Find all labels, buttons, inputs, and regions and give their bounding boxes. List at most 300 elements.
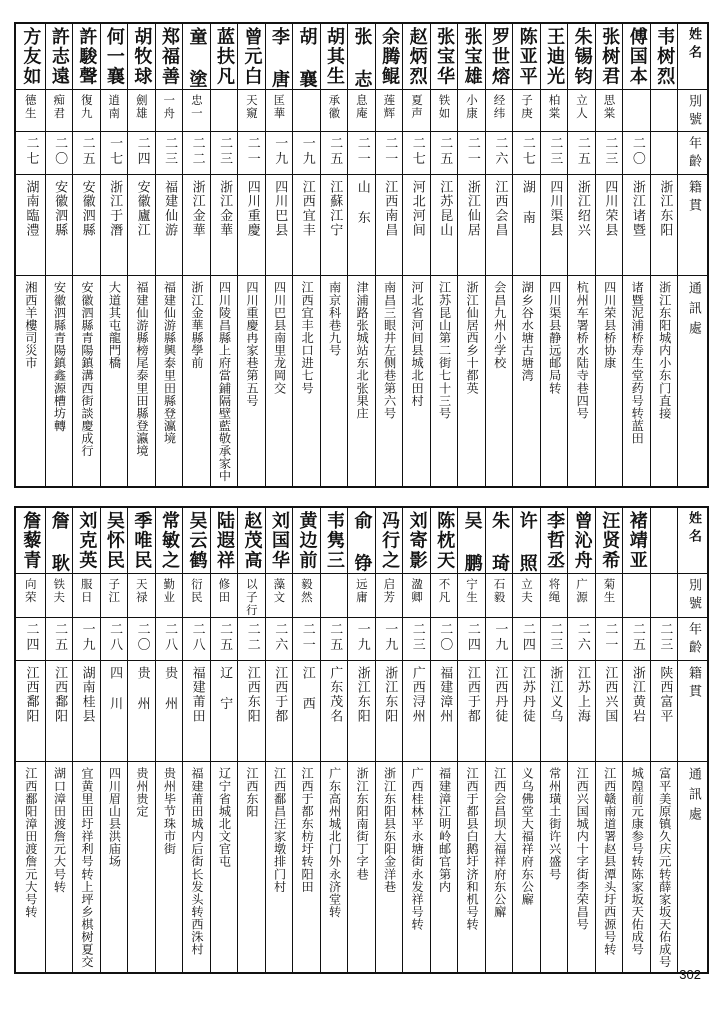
cell-age-6	[183, 131, 211, 174]
cell-alias-1	[45, 574, 73, 618]
age-text: 二三	[547, 621, 563, 653]
cell-alias-17	[485, 90, 513, 131]
native-text: 江西兴国	[602, 665, 618, 724]
table-row-address	[16, 761, 708, 972]
native-text: 浙江诸暨	[629, 179, 645, 238]
alias-text: 匡華	[272, 94, 287, 121]
cell-address-18	[513, 275, 541, 486]
cell-age-9	[265, 617, 293, 660]
cell-alias-10	[293, 574, 321, 618]
cell-alias-8	[238, 574, 266, 618]
age-text: 二三	[602, 135, 618, 167]
cell-native-7	[210, 660, 238, 761]
cell-name-14	[403, 24, 431, 90]
address-text: 福建漳江明岭邮官第内	[437, 766, 452, 893]
address-text: 江西鄱昌汪家墩排门村	[272, 766, 287, 893]
age-text: 二三	[409, 621, 425, 653]
cell-native-18	[513, 660, 541, 761]
header-label: 籍貫	[685, 179, 701, 217]
cell-address-23	[650, 761, 678, 972]
address-text: 河北省河间县城北田村	[410, 280, 425, 407]
age-text: 二六	[574, 621, 590, 653]
cell-native-19	[540, 660, 568, 761]
name-text: 童 塗	[186, 27, 208, 90]
cell-alias-20	[568, 574, 596, 618]
address-text: 城隍前元康参号转陈家坂天佑成号	[630, 766, 645, 956]
address-text: 广东高州城北门外永济堂转	[327, 766, 342, 918]
address-text: 江西兴国城内十字街李荣昌号	[575, 766, 590, 931]
cell-native-2	[73, 174, 101, 275]
cell-alias-2	[73, 90, 101, 131]
cell-age-19	[540, 131, 568, 174]
address-text: 江西赣南道署赵县潭头圩西源号转	[602, 766, 617, 956]
name-text: 赵茂高	[241, 510, 263, 571]
cell-age-18	[513, 131, 541, 174]
cell-name-11	[320, 24, 348, 90]
cell-address-3	[100, 761, 128, 972]
cell-age-19	[540, 617, 568, 660]
cell-alias-3	[100, 574, 128, 618]
age-text: 二四	[464, 621, 480, 653]
cell-alias-19	[540, 90, 568, 131]
header-label: 通訊處	[685, 766, 701, 828]
cell-age-12	[348, 131, 376, 174]
name-text: 吴怀民	[103, 510, 125, 571]
page-number: 302	[679, 967, 701, 982]
cell-alias-12	[348, 574, 376, 618]
cell-address-6	[183, 275, 211, 486]
cell-alias-4	[128, 574, 156, 618]
alias-text: 立夫	[520, 578, 534, 604]
cell-native-7	[210, 174, 238, 275]
name-text: 許駿聲	[76, 27, 98, 87]
native-text: 安徽泗縣	[79, 179, 95, 238]
table-row-age	[16, 617, 708, 660]
cell-address-4	[128, 761, 156, 972]
age-text: 二八	[162, 621, 178, 653]
age-text: 二三	[217, 135, 233, 167]
cell-address-3	[100, 275, 128, 486]
age-text: 二一	[382, 135, 398, 167]
alias-text: 衍民	[189, 578, 204, 604]
cell-address-5	[155, 275, 183, 486]
address-text: 浙江仙居西乡十都英	[465, 280, 480, 394]
header-alias	[678, 90, 708, 131]
address-text: 江西于都东枋圩转阳田	[300, 766, 315, 893]
cell-native-18	[513, 174, 541, 275]
age-text: 二〇	[134, 621, 150, 653]
cell-native-20	[568, 660, 596, 761]
alias-text: 復九	[79, 94, 94, 121]
age-text: 二四	[23, 621, 39, 653]
cell-age-17	[485, 131, 513, 174]
cell-age-0	[16, 131, 46, 174]
cell-native-13	[375, 660, 403, 761]
cell-native-21	[595, 660, 623, 761]
cell-name-9	[265, 24, 293, 90]
age-text: 二四	[519, 621, 535, 653]
name-text: 朱 琦	[489, 510, 511, 574]
cell-native-10	[293, 174, 321, 275]
cell-alias-18	[513, 574, 541, 618]
cell-age-13	[375, 131, 403, 174]
address-text: 福建仙游縣榜尾泰里田縣登瀛境	[134, 280, 149, 457]
address-text: 四川眉山县洪庙场	[107, 766, 122, 868]
cell-age-8	[238, 131, 266, 174]
name-text: 张 志	[351, 27, 373, 90]
cell-age-5	[155, 617, 183, 660]
alias-text: 广源	[575, 578, 590, 604]
cell-name-2	[73, 24, 101, 90]
age-text: 二二	[189, 135, 205, 167]
header-label: 年齡	[685, 135, 701, 173]
name-text: 汪贤希	[599, 510, 621, 571]
header-label: 通訊處	[685, 280, 701, 342]
cell-alias-20	[568, 90, 596, 131]
native-text: 湖南臨澧	[23, 179, 39, 238]
address-text: 四川重慶冉家巷第五号	[245, 280, 260, 407]
native-text: 江西南昌	[382, 179, 398, 238]
cell-age-12	[348, 617, 376, 660]
cell-native-9	[265, 660, 293, 761]
native-text: 安徽廬江	[134, 179, 150, 238]
cell-age-3	[100, 131, 128, 174]
age-text: 一九	[79, 621, 95, 653]
cell-name-0	[16, 24, 46, 90]
native-text: 江蘇江宁	[327, 179, 343, 238]
address-text: 四川陵昌縣上府當鋪隔壁藍敬承家中	[217, 280, 232, 482]
cell-native-23	[650, 660, 678, 761]
address-text: 江西宜丰北口进七号	[300, 280, 315, 394]
alias-text: 不凡	[437, 578, 452, 604]
cell-address-12	[348, 275, 376, 486]
alias-text: 以子行	[244, 578, 259, 617]
name-text: 曾元白	[241, 27, 263, 87]
cell-alias-4	[128, 90, 156, 131]
cell-name-5	[155, 507, 183, 573]
name-text: 韦树烈	[654, 27, 676, 87]
cell-age-18	[513, 617, 541, 660]
age-text: 二五	[574, 135, 590, 167]
alias-text: 劍雄	[134, 94, 149, 121]
native-text: 四川巴县	[272, 179, 288, 238]
cell-address-13	[375, 761, 403, 972]
age-text: 一七	[107, 135, 123, 167]
cell-name-2	[73, 507, 101, 573]
native-text: 四川重慶	[244, 179, 260, 238]
cell-native-19	[540, 174, 568, 275]
alias-text: 藻文	[272, 578, 287, 604]
header-native	[678, 660, 708, 761]
address-text: 福建莆田城内后街长发头转西洙村	[190, 766, 204, 956]
cell-alias-16	[458, 90, 486, 131]
address-text: 杭州车署桥水陆寺巷四号	[575, 280, 590, 420]
cell-address-10	[293, 761, 321, 972]
name-text: 蓝扶凡	[213, 27, 235, 87]
native-text: 四 川	[107, 665, 123, 711]
cell-alias-15	[430, 90, 458, 131]
cell-native-3	[100, 660, 128, 761]
alias-text: 立人	[575, 94, 590, 121]
address-text: 诸暨泥浦桥寿生堂药号转蓝田	[630, 280, 645, 445]
cell-name-22	[623, 507, 651, 573]
cell-age-22	[623, 131, 651, 174]
cell-alias-15	[430, 574, 458, 618]
cell-name-17	[485, 24, 513, 90]
cell-native-5	[155, 660, 183, 761]
address-text: 大道其屯龍門橋	[107, 280, 122, 369]
native-text: 江西鄱阳	[23, 665, 39, 724]
native-text: 福建仙游	[162, 179, 178, 238]
cell-alias-8	[238, 90, 266, 131]
name-text: 赵炳烈	[406, 27, 428, 87]
alias-text: 服日	[79, 578, 94, 604]
native-text: 浙江金華	[189, 179, 205, 238]
alias-text: 天窺	[244, 94, 259, 121]
cell-name-13	[375, 24, 403, 90]
cell-age-1	[45, 617, 73, 660]
address-text: 四川荣县桥协康	[602, 280, 617, 369]
cell-native-0	[16, 174, 46, 275]
cell-alias-1	[45, 90, 73, 131]
native-text: 江西东阳	[244, 665, 260, 724]
cell-alias-21	[595, 574, 623, 618]
cell-native-8	[238, 174, 266, 275]
address-text: 常州璜土街许兴盛号	[547, 766, 562, 880]
cell-alias-10	[293, 90, 321, 131]
address-text: 浙江金華縣學前	[190, 280, 204, 369]
cell-address-1	[45, 761, 73, 972]
age-text: 二四	[134, 135, 150, 167]
name-text: 俞 铮	[351, 510, 373, 574]
cell-name-8	[238, 507, 266, 573]
age-text: 一九	[382, 621, 398, 653]
age-text: 二五	[217, 621, 233, 653]
cell-address-22	[623, 275, 651, 486]
address-text: 江西于都县白鹅圩济和机号转	[465, 766, 480, 931]
name-text: 方友如	[20, 27, 42, 87]
cell-address-18	[513, 761, 541, 972]
cell-address-2	[73, 275, 101, 486]
native-text: 江西会昌	[492, 179, 508, 238]
address-text: 江苏昆山第二街七十三号	[437, 280, 452, 420]
cell-name-4	[128, 24, 156, 90]
cell-age-16	[458, 617, 486, 660]
header-label: 別號	[685, 578, 701, 615]
cell-alias-0	[16, 574, 46, 618]
alias-text: 思棠	[602, 94, 617, 121]
table-row-alias	[16, 90, 708, 131]
name-text: 陈枕天	[434, 510, 456, 571]
cell-native-13	[375, 174, 403, 275]
alias-text: 逍南	[107, 94, 122, 121]
native-text: 浙江仙居	[464, 179, 480, 238]
header-label: 姓名	[685, 510, 701, 548]
native-text: 江苏丹徒	[519, 665, 535, 724]
native-text: 江西丹徒	[492, 665, 508, 724]
cell-name-19	[540, 24, 568, 90]
header-address	[678, 275, 708, 486]
name-text: 何一襄	[103, 27, 125, 87]
alias-text: 启芳	[382, 578, 397, 604]
cell-address-19	[540, 761, 568, 972]
native-text: 安徽泗縣	[52, 179, 68, 238]
address-text: 浙江东阳南街丁字巷	[355, 766, 370, 880]
header-label: 籍貫	[685, 665, 701, 703]
native-text: 浙江于潛	[107, 179, 123, 238]
age-text: 二七	[409, 135, 425, 167]
cell-address-21	[595, 761, 623, 972]
cell-name-21	[595, 24, 623, 90]
alias-text: 莲辉	[382, 94, 397, 121]
name-text: 胡 襄	[296, 27, 318, 90]
age-text: 二五	[327, 621, 343, 653]
native-text: 福建莆田	[189, 665, 205, 724]
alias-text: 铁夫	[52, 578, 67, 604]
age-text: 二一	[354, 135, 370, 167]
name-text: 张宝华	[434, 27, 456, 87]
cell-native-12	[348, 660, 376, 761]
native-text: 贵 州	[162, 665, 178, 711]
cell-age-22	[623, 617, 651, 660]
alias-text: 忠一	[189, 94, 204, 121]
cell-native-14	[403, 660, 431, 761]
cell-native-2	[73, 660, 101, 761]
name-text: 曾沁舟	[571, 510, 593, 571]
cell-alias-23	[650, 90, 678, 131]
cell-name-4	[128, 507, 156, 573]
table-row-name	[16, 507, 708, 573]
name-text: 詹藜青	[20, 510, 42, 571]
native-text: 河北河间	[409, 179, 425, 238]
cell-alias-23	[650, 574, 678, 618]
cell-alias-0	[16, 90, 46, 131]
alias-text: 柏棠	[547, 94, 562, 121]
cell-name-20	[568, 24, 596, 90]
cell-alias-22	[623, 574, 651, 618]
cell-age-1	[45, 131, 73, 174]
cell-address-16	[458, 275, 486, 486]
cell-name-20	[568, 507, 596, 573]
native-text: 江西鄱阳	[52, 665, 68, 724]
native-text: 浙江黄岩	[629, 665, 645, 724]
address-text: 义乌佛堂大福祥府东公廨	[520, 766, 535, 906]
cell-name-6	[183, 507, 211, 573]
age-text: 二五	[52, 621, 68, 653]
cell-address-17	[485, 275, 513, 486]
cell-alias-13	[375, 574, 403, 618]
cell-native-23	[650, 174, 678, 275]
cell-address-14	[403, 761, 431, 972]
cell-alias-21	[595, 90, 623, 131]
cell-address-10	[293, 275, 321, 486]
cell-age-10	[293, 617, 321, 660]
cell-alias-2	[73, 574, 101, 618]
cell-alias-7	[210, 90, 238, 131]
address-text: 安徽泗縣青陽鎮溝西街談慶成行	[79, 280, 94, 457]
cell-name-0	[16, 507, 46, 573]
native-text: 浙江东阳	[657, 179, 673, 238]
alias-text: 一舟	[162, 94, 177, 121]
native-text: 浙江绍兴	[574, 179, 590, 238]
cell-alias-14	[403, 574, 431, 618]
cell-alias-22	[623, 90, 651, 131]
name-text: 余腾鲲	[379, 27, 401, 87]
roster-table-upper	[15, 23, 708, 487]
cell-name-1	[45, 24, 73, 90]
name-text: 許志遠	[48, 27, 70, 87]
alias-text: 夏声	[409, 94, 424, 121]
cell-age-23	[650, 617, 678, 660]
cell-age-10	[293, 131, 321, 174]
native-text: 山 东	[354, 179, 370, 225]
age-text: 二〇	[629, 135, 645, 167]
roster-table-lower	[15, 507, 708, 973]
cell-name-10	[293, 507, 321, 573]
age-text: 二〇	[52, 135, 68, 167]
native-text: 浙江东阳	[382, 665, 398, 724]
table-gap	[14, 488, 709, 506]
cell-name-1	[45, 507, 73, 573]
cell-name-9	[265, 507, 293, 573]
cell-name-16	[458, 24, 486, 90]
native-text: 陕西富平	[657, 665, 673, 724]
age-text: 一九	[492, 621, 508, 653]
cell-address-1	[45, 275, 73, 486]
native-text: 浙江义乌	[547, 665, 563, 724]
cell-address-11	[320, 275, 348, 486]
alias-text: 勤业	[162, 578, 177, 604]
alias-text: 石毅	[492, 578, 507, 604]
cell-address-5	[155, 761, 183, 972]
cell-alias-11	[320, 574, 348, 618]
cell-name-18	[513, 507, 541, 573]
cell-name-13	[375, 507, 403, 573]
name-text: 陈亚平	[516, 27, 538, 87]
cell-address-11	[320, 761, 348, 972]
native-text: 江苏上海	[574, 665, 590, 724]
header-name	[678, 24, 708, 90]
cell-name-21	[595, 507, 623, 573]
cell-alias-14	[403, 90, 431, 131]
name-text: 褚靖亚	[626, 510, 648, 571]
name-text: 刘国华	[269, 510, 290, 571]
age-text: 一九	[299, 135, 315, 167]
alias-text: 痴君	[52, 94, 67, 121]
cell-address-0	[16, 275, 46, 486]
table-upper	[14, 22, 709, 488]
alias-text: 子庚	[520, 94, 534, 121]
table-row-alias	[16, 574, 708, 618]
cell-native-11	[320, 660, 348, 761]
name-text: 傅国本	[626, 27, 648, 87]
address-text: 福建仙游縣興泰里田縣登瀛境	[162, 280, 177, 445]
name-text: 张宝雄	[461, 27, 483, 87]
name-text: 胡牧球	[131, 27, 153, 87]
native-text: 辽 宁	[217, 665, 233, 711]
cell-name-11	[320, 507, 348, 573]
cell-name-19	[540, 507, 568, 573]
cell-address-12	[348, 761, 376, 972]
cell-address-20	[568, 761, 596, 972]
native-text: 福建漳州	[437, 665, 453, 724]
name-text: 胡其生	[324, 27, 346, 87]
cell-age-0	[16, 617, 46, 660]
cell-alias-9	[265, 574, 293, 618]
cell-age-16	[458, 131, 486, 174]
name-text: 许 照	[516, 510, 538, 574]
cell-native-20	[568, 174, 596, 275]
